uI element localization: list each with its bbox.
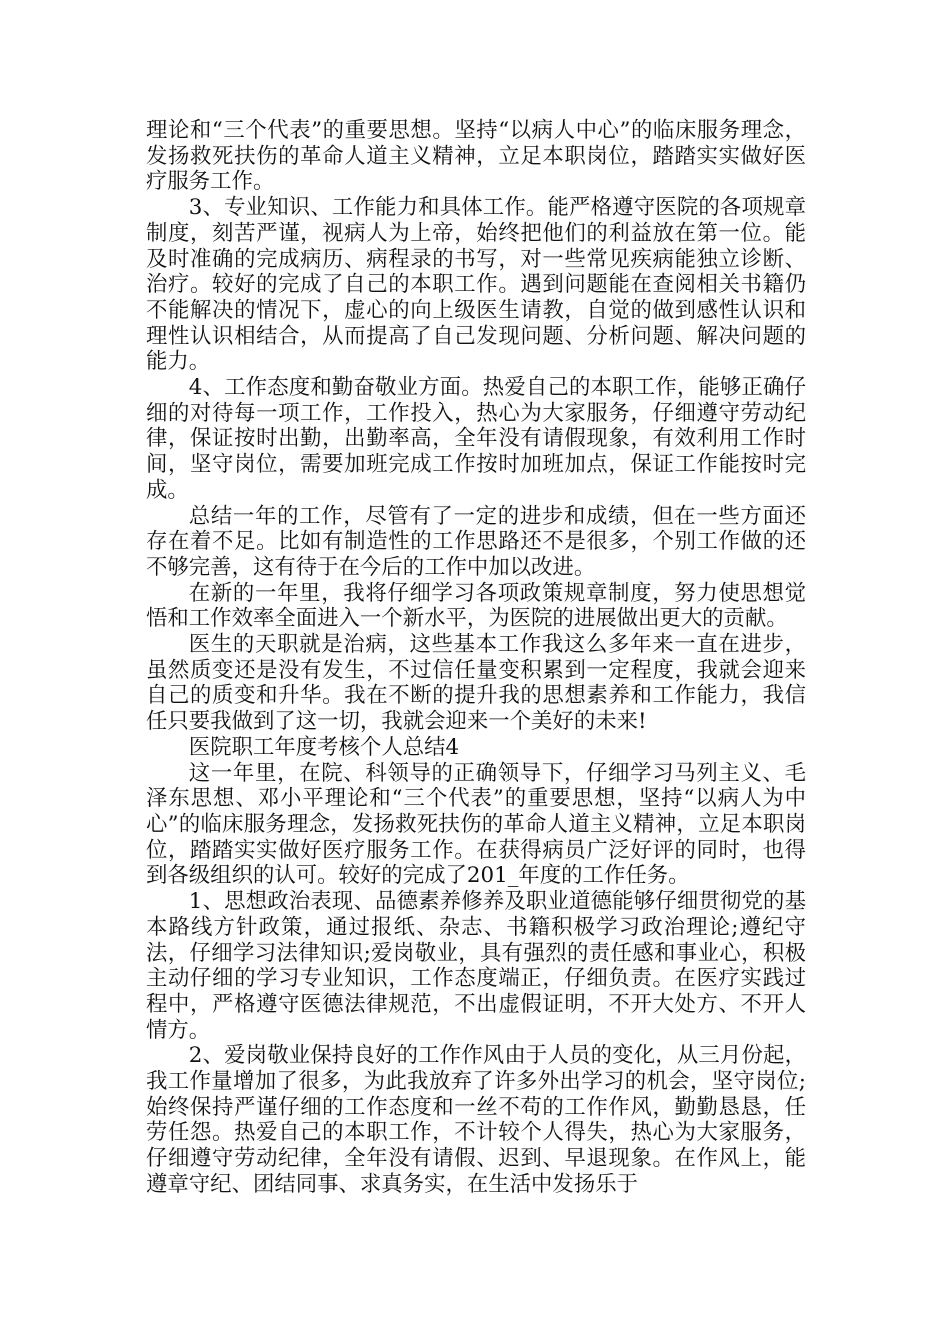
paragraph-8: 1、思想政治表现、品德素养修养及职业道德能够仔细贯彻党的基本路线方针政策，通过报纸、杂志、书籍积极学习政治理论;遵纪守法，仔细学习法律知识;爱岗敬业，具有强烈的责任感和事业心，积极主动仔细的学习专业知识，工作态度端正，仔细负责。在医疗实践过程中，严格遵守医德法律规范，不出虚假证明，不开大处方、不开人情方。 bbox=[146, 889, 806, 1043]
paragraph-5: 在新的一年里，我将仔细学习各项政策规章制度，努力使思想觉悟和工作效率全面进入一个新水平，为医院的进展做出更大的贡献。 bbox=[146, 580, 806, 632]
paragraph-7: 这一年里，在院、科领导的正确领导下，仔细学习马列主义、毛泽东思想、邓小平理论和“三个代表”的重要思想，坚持“以病人为中心”的临床服务理念，发扬救死扶伤的革命人道主义精神，立足本职岗位，踏踏实实做好医疗服务工作。在获得病员广泛好评的同时，也得到各级组织的认可。较好的完成了201_年度的工作任务。 bbox=[146, 760, 806, 889]
section-heading: 医院职工年度考核个人总结4 bbox=[188, 734, 460, 760]
paragraph-9: 2、爱岗敬业保持良好的工作作风由于人员的变化，从三月份起，我工作量增加了很多，为此我放弃了许多外出学习的机会，坚守岗位;始终保持严谨仔细的工作态度和一丝不苟的工作作风，勤勤恳恳，任劳任怨。热爱自己的本职工作，不计较个人得失，热心为大家服务，仔细遵守劳动纪律，全年没有请假、迟到、早退现象。在作风上，能遵章守纪、团结同事、求真务实，在生活中发扬乐于 bbox=[146, 1043, 806, 1197]
paragraph-3: 4、工作态度和勤奋敬业方面。热爱自己的本职工作，能够正确仔细的对待每一项工作，工作投入，热心为大家服务，仔细遵守劳动纪律，保证按时出勤，出勤率高，全年没有请假现象，有效利用工作时间，坚守岗位，需要加班完成工作按时加班加点，保证工作能按时完成。 bbox=[146, 375, 806, 503]
paragraph-6: 医生的天职就是治病，这些基本工作我这么多年来一直在进步，虽然质变还是没有发生，不过信任量变积累到一定程度，我就会迎来自己的质变和升华。我在不断的提升我的思想素养和工作能力，我信任只要我做到了这一切，我就会迎来一个美好的未来! bbox=[146, 632, 806, 735]
paragraph-2: 3、专业知识、工作能力和具体工作。能严格遵守医院的各项规章制度，刻苦严谨，视病人为上帝，始终把他们的利益放在第一位。能及时准确的完成病历、病程录的书写，对一些常见疾病能独立诊断、治疗。较好的完成了自己的本职工作。遇到问题能在查阅相关书籍仍不能解决的情况下，虚心的向上级医生请教，自觉的做到感性认识和理性认识相结合，从而提高了自己发现问题、分析问题、解决问题的能力。 bbox=[146, 195, 806, 375]
paragraph-1: 理论和“三个代表”的重要思想。坚持“以病人中心”的临床服务理念，发扬救死扶伤的革命人道主义精神，立足本职岗位，踏踏实实做好医疗服务工作。 bbox=[146, 118, 806, 195]
paragraph-4: 总结一年的工作，尽管有了一定的进步和成绩，但在一些方面还存在着不足。比如有制造性的工作思路还不是很多，个别工作做的还不够完善，这有待于在今后的工作中加以改进。 bbox=[146, 503, 806, 580]
document-page bbox=[146, 118, 806, 1198]
